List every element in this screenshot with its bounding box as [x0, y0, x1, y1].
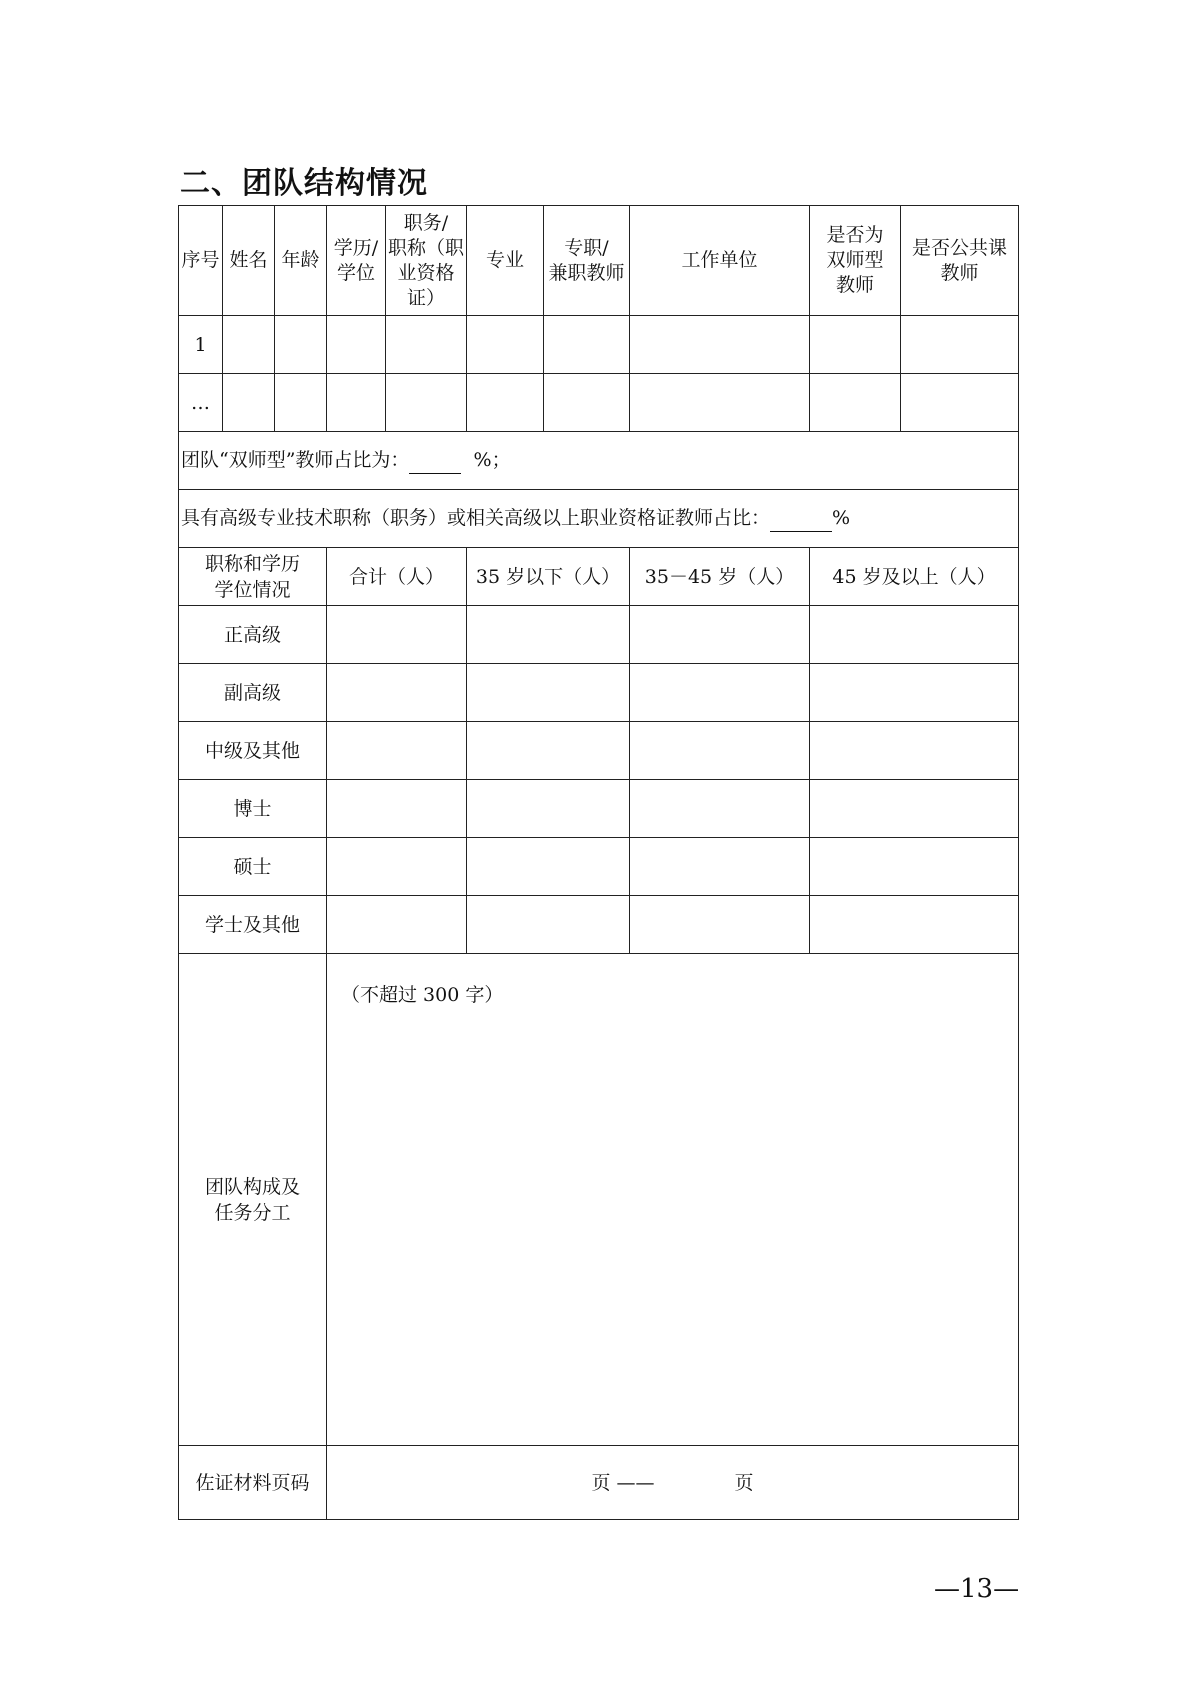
- stats-row-label: 博士: [179, 780, 327, 838]
- composition-input-area[interactable]: [327, 954, 1019, 1446]
- row-index: 1: [179, 316, 223, 374]
- dual-teacher-cell[interactable]: [810, 374, 901, 432]
- stats-cell[interactable]: [467, 838, 630, 896]
- workplace-cell[interactable]: [630, 316, 810, 374]
- stats-cell[interactable]: [810, 722, 1019, 780]
- stats-cell[interactable]: [467, 664, 630, 722]
- stats-cell[interactable]: [630, 780, 810, 838]
- name-cell[interactable]: [223, 374, 275, 432]
- team-structure-table: [178, 205, 1019, 1520]
- page-to: 页: [734, 1471, 754, 1494]
- major-cell[interactable]: [467, 316, 544, 374]
- header-cell: 专职/ 兼职教师: [544, 206, 630, 316]
- stats-cell[interactable]: [810, 838, 1019, 896]
- stats-col-header: 合计（人）: [327, 548, 467, 606]
- stats-cell[interactable]: [327, 664, 467, 722]
- header-cell: 职务/ 职称（职 业资格 证）: [386, 206, 467, 316]
- name-cell[interactable]: [223, 316, 275, 374]
- word-limit-note: （不超过 300 字）: [341, 984, 504, 1006]
- evidence-row: [179, 1446, 1019, 1520]
- stats-cell[interactable]: [810, 664, 1019, 722]
- stats-header-row: [179, 548, 1019, 606]
- stats-row-label: 副高级: [179, 664, 327, 722]
- stats-cell[interactable]: [630, 722, 810, 780]
- member-header-row: [179, 206, 1019, 316]
- degree-cell[interactable]: [327, 316, 386, 374]
- header-cell: 学历/ 学位: [327, 206, 386, 316]
- stats-col-header: 35 岁以下（人）: [467, 548, 630, 606]
- stats-cell[interactable]: [630, 606, 810, 664]
- row-index: …: [179, 374, 223, 432]
- stats-row: [179, 780, 1019, 838]
- senior-ratio-blank[interactable]: [770, 505, 832, 532]
- stats-cell[interactable]: [810, 896, 1019, 954]
- header-cell: 年龄: [275, 206, 327, 316]
- stats-row-label: 中级及其他: [179, 722, 327, 780]
- stats-row-label: 正高级: [179, 606, 327, 664]
- stats-col-header: 35－45 岁（人）: [630, 548, 810, 606]
- header-cell: 序号: [179, 206, 223, 316]
- header-cell: 专业: [467, 206, 544, 316]
- evidence-label: 佐证材料页码: [179, 1446, 327, 1520]
- dual-ratio-label: 团队“双师型”教师占比为：: [181, 449, 410, 471]
- page-number: —13—: [934, 1574, 1020, 1604]
- stats-cell[interactable]: [327, 722, 467, 780]
- stats-row: [179, 838, 1019, 896]
- stats-cell[interactable]: [327, 606, 467, 664]
- stats-cell[interactable]: [467, 896, 630, 954]
- stats-row: [179, 664, 1019, 722]
- stats-cell[interactable]: [810, 780, 1019, 838]
- table-row: [179, 316, 1019, 374]
- composition-label: 团队构成及 任务分工: [179, 954, 327, 1446]
- stats-col-header: 45 岁及以上（人）: [810, 548, 1019, 606]
- stats-row-label: 硕士: [179, 838, 327, 896]
- workplace-cell[interactable]: [630, 374, 810, 432]
- page-from: 页 ——: [591, 1471, 655, 1494]
- public-course-cell[interactable]: [901, 316, 1019, 374]
- stats-cell[interactable]: [630, 896, 810, 954]
- title-cell[interactable]: [386, 316, 467, 374]
- senior-ratio-row: [179, 490, 1019, 548]
- stats-cell[interactable]: [327, 838, 467, 896]
- dual-ratio-blank[interactable]: [409, 447, 461, 474]
- employment-cell[interactable]: [544, 374, 630, 432]
- stats-cell[interactable]: [810, 606, 1019, 664]
- evidence-pages-cell[interactable]: [327, 1446, 1019, 1520]
- dual-ratio-suffix: %；: [473, 449, 511, 471]
- header-cell: 工作单位: [630, 206, 810, 316]
- age-cell[interactable]: [275, 374, 327, 432]
- degree-cell[interactable]: [327, 374, 386, 432]
- stats-row: [179, 606, 1019, 664]
- senior-ratio-suffix: %: [832, 507, 851, 529]
- stats-cell[interactable]: [467, 606, 630, 664]
- major-cell[interactable]: [467, 374, 544, 432]
- stats-cell[interactable]: [327, 780, 467, 838]
- section-title: 二、团队结构情况: [180, 166, 428, 201]
- age-cell[interactable]: [275, 316, 327, 374]
- stats-cell[interactable]: [630, 664, 810, 722]
- stats-cell[interactable]: [630, 838, 810, 896]
- stats-row: [179, 722, 1019, 780]
- header-cell: 是否公共课 教师: [901, 206, 1019, 316]
- senior-ratio-cell: [179, 490, 1019, 548]
- stats-row-label: 学士及其他: [179, 896, 327, 954]
- stats-cell[interactable]: [467, 780, 630, 838]
- dual-ratio-row: [179, 432, 1019, 490]
- dual-teacher-cell[interactable]: [810, 316, 901, 374]
- header-cell: 是否为 双师型 教师: [810, 206, 901, 316]
- composition-row: [179, 954, 1019, 1446]
- table-row: [179, 374, 1019, 432]
- stats-row: [179, 896, 1019, 954]
- dual-ratio-cell: [179, 432, 1019, 490]
- stats-cell[interactable]: [327, 896, 467, 954]
- public-course-cell[interactable]: [901, 374, 1019, 432]
- stats-corner-cell: 职称和学历 学位情况: [179, 548, 327, 606]
- stats-cell[interactable]: [467, 722, 630, 780]
- title-cell[interactable]: [386, 374, 467, 432]
- senior-ratio-label: 具有高级专业技术职称（职务）或相关高级以上职业资格证教师占比：: [181, 507, 771, 529]
- employment-cell[interactable]: [544, 316, 630, 374]
- header-cell: 姓名: [223, 206, 275, 316]
